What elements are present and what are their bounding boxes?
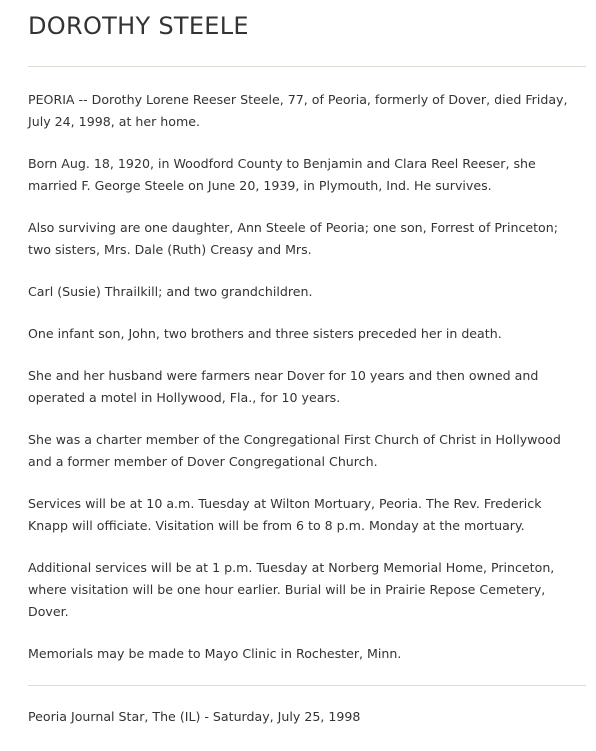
paragraph-church-membership: She was a charter member of the Congregational First Church of Christ in Hollywood and a former member of Dover Congregational Church. (28, 432, 561, 469)
top-divider (28, 66, 586, 67)
obituary-body (28, 89, 586, 665)
paragraph-occupation: She and her husband were farmers near Dover for 10 years and then owned and operated a motel in Hollywood, Fla., for 10 years. (28, 368, 539, 405)
paragraph-preceded-in-death: One infant son, John, two brothers and three sisters preceded her in death. (28, 326, 502, 341)
paragraph-services: Services will be at 10 a.m. Tuesday at Wilton Mortuary, Peoria. The Rev. Frederick Knapp will officiate. Visitation will be from 6 to 8 p.m. Monday at the mortuary. (28, 496, 542, 533)
paragraph-death-notice: PEORIA -- Dorothy Lorene Reeser Steele, 77, of Peoria, formerly of Dover, died Friday, July 24, 1998, at her home. (28, 92, 568, 129)
obituary-title: DOROTHY STEELE (28, 12, 249, 40)
paragraph-memorials: Memorials may be made to Mayo Clinic in Rochester, Minn. (28, 646, 402, 661)
paragraph-survivors: Also surviving are one daughter, Ann Steele of Peoria; one son, Forrest of Princeton; two sisters, Mrs. Dale (Ruth) Creasy and Mrs. (28, 220, 558, 257)
publication-source: Peoria Journal Star, The (IL) - Saturday, July 25, 1998 (28, 709, 361, 724)
paragraph-birth-marriage: Born Aug. 18, 1920, in Woodford County to Benjamin and Clara Reel Reeser, she married F. George Steele on June 20, 1939, in Plymouth, Ind. He survives. (28, 156, 536, 193)
paragraph-additional-services: Additional services will be at 1 p.m. Tuesday at Norberg Memorial Home, Princeton, where visitation will be one hour earlier. Burial will be in Prairie Repose Cemetery, Dover. (28, 560, 555, 619)
bottom-divider (28, 685, 586, 686)
paragraph-survivors-continued: Carl (Susie) Thrailkill; and two grandchildren. (28, 284, 313, 299)
obituary-article (28, 0, 586, 728)
